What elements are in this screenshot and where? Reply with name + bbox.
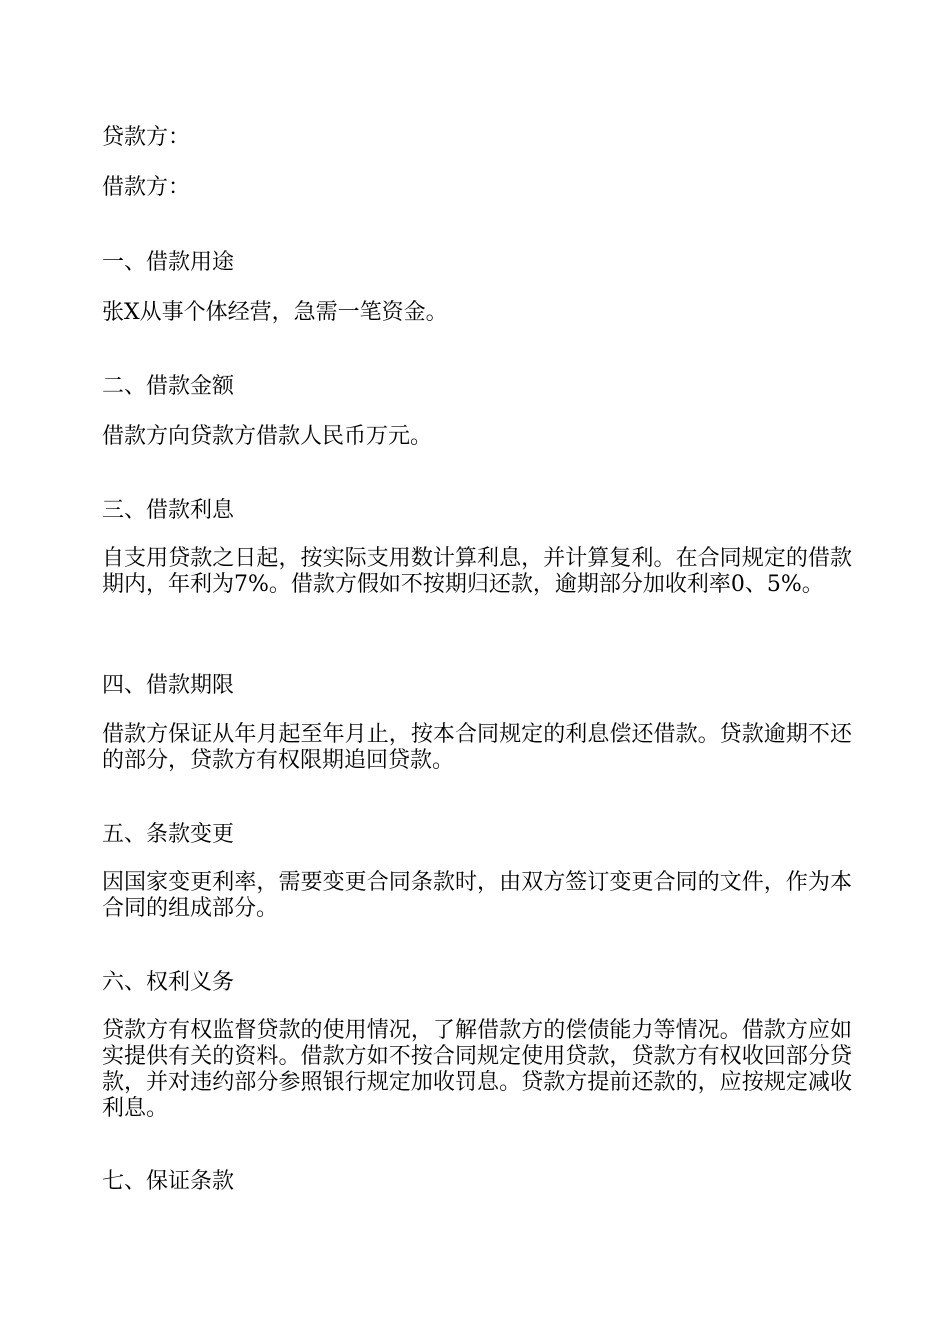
- section-body: 因国家变更利率，需要变更合同条款时，由双方签订变更合同的文件，作为本合同的组成部分。: [102, 870, 852, 921]
- section-heading: 四、借款期限: [102, 673, 235, 698]
- section-heading: 五、条款变更: [102, 822, 235, 847]
- section-heading: 七、保证条款: [102, 1169, 235, 1194]
- section-heading: 二、借款金额: [102, 374, 235, 399]
- section-body: 借款方保证从年月起至年月止，按本合同规定的利息偿还借款。贷款逾期不还的部分，贷款方有权限期追回贷款。: [102, 722, 852, 773]
- section-heading: 一、借款用途: [102, 250, 235, 275]
- section-heading: 三、借款利息: [102, 498, 235, 523]
- section-body: 借款方向贷款方借款人民币万元。: [102, 424, 433, 449]
- section-body: 贷款方有权监督贷款的使用情况，了解借款方的偿债能力等情况。借款方应如实提供有关的资料。借款方如不按合同规定使用贷款，贷款方有权收回部分贷款，并对违约部分参照银行规定加收罚息。贷款方提前还款的，应按规定减收利息。: [102, 1018, 852, 1121]
- section-body: 张X从事个体经营，急需一笔资金。: [102, 300, 448, 325]
- borrower-label: 借款方：: [102, 175, 191, 200]
- lender-label: 贷款方：: [102, 125, 191, 150]
- section-heading: 六、权利义务: [102, 970, 235, 995]
- section-body: 自支用贷款之日起，按实际支用数计算利息，并计算复利。在合同规定的借款期内，年利为7%。借款方假如不按期归还款，逾期部分加收利率0、5%。: [102, 546, 852, 597]
